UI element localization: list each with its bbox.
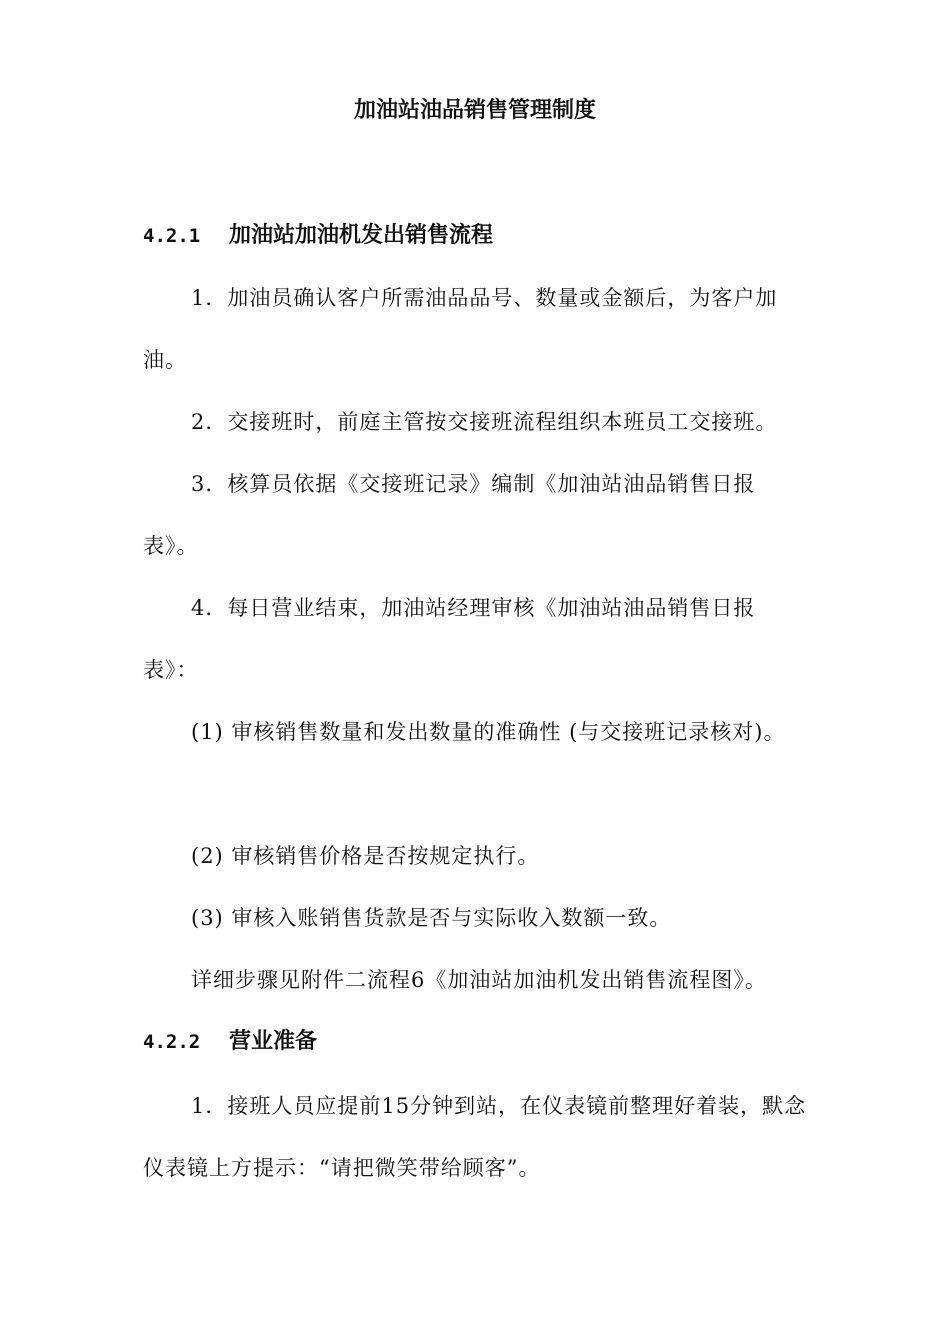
paragraph: (3) 审核入账销售货款是否与实际收入数额一致。	[191, 906, 672, 930]
paragraph: 4．每日营业结束，加油站经理审核《加油站油品销售日报表》：	[143, 596, 756, 682]
section-number: 4.2.2	[143, 1031, 201, 1053]
section-heading-4-2-2	[143, 1024, 317, 1060]
paragraph: 1．加油员确认客户所需油品品号、数量或金额后，为客户加油。	[143, 286, 778, 372]
section-number: 4.2.1	[143, 225, 201, 247]
paragraph: (2) 审核销售价格是否按规定执行。	[191, 844, 540, 868]
paragraph: 1．接班人员应提前15分钟到站，在仪表镜前整理好着装，默念仪表镜上方提示：“请把微笑带给顾客”。	[143, 1094, 807, 1180]
section-title: 加油站加油机发出销售流程	[229, 223, 494, 248]
paragraph: 详细步骤见附件二流程6《加油站加油机发出销售流程图》。	[191, 968, 767, 992]
document-title: 加油站油品销售管理制度	[353, 98, 596, 123]
section-heading-4-2-1	[143, 218, 493, 254]
paragraph: 3．核算员依据《交接班记录》编制《加油站油品销售日报表》。	[143, 472, 756, 558]
paragraph: (1) 审核销售数量和发出数量的准确性 (与交接班记录核对)。	[191, 720, 786, 744]
paragraph: 2．交接班时，前庭主管按交接班流程组织本班员工交接班。	[191, 410, 778, 434]
section-title: 营业准备	[229, 1029, 318, 1054]
